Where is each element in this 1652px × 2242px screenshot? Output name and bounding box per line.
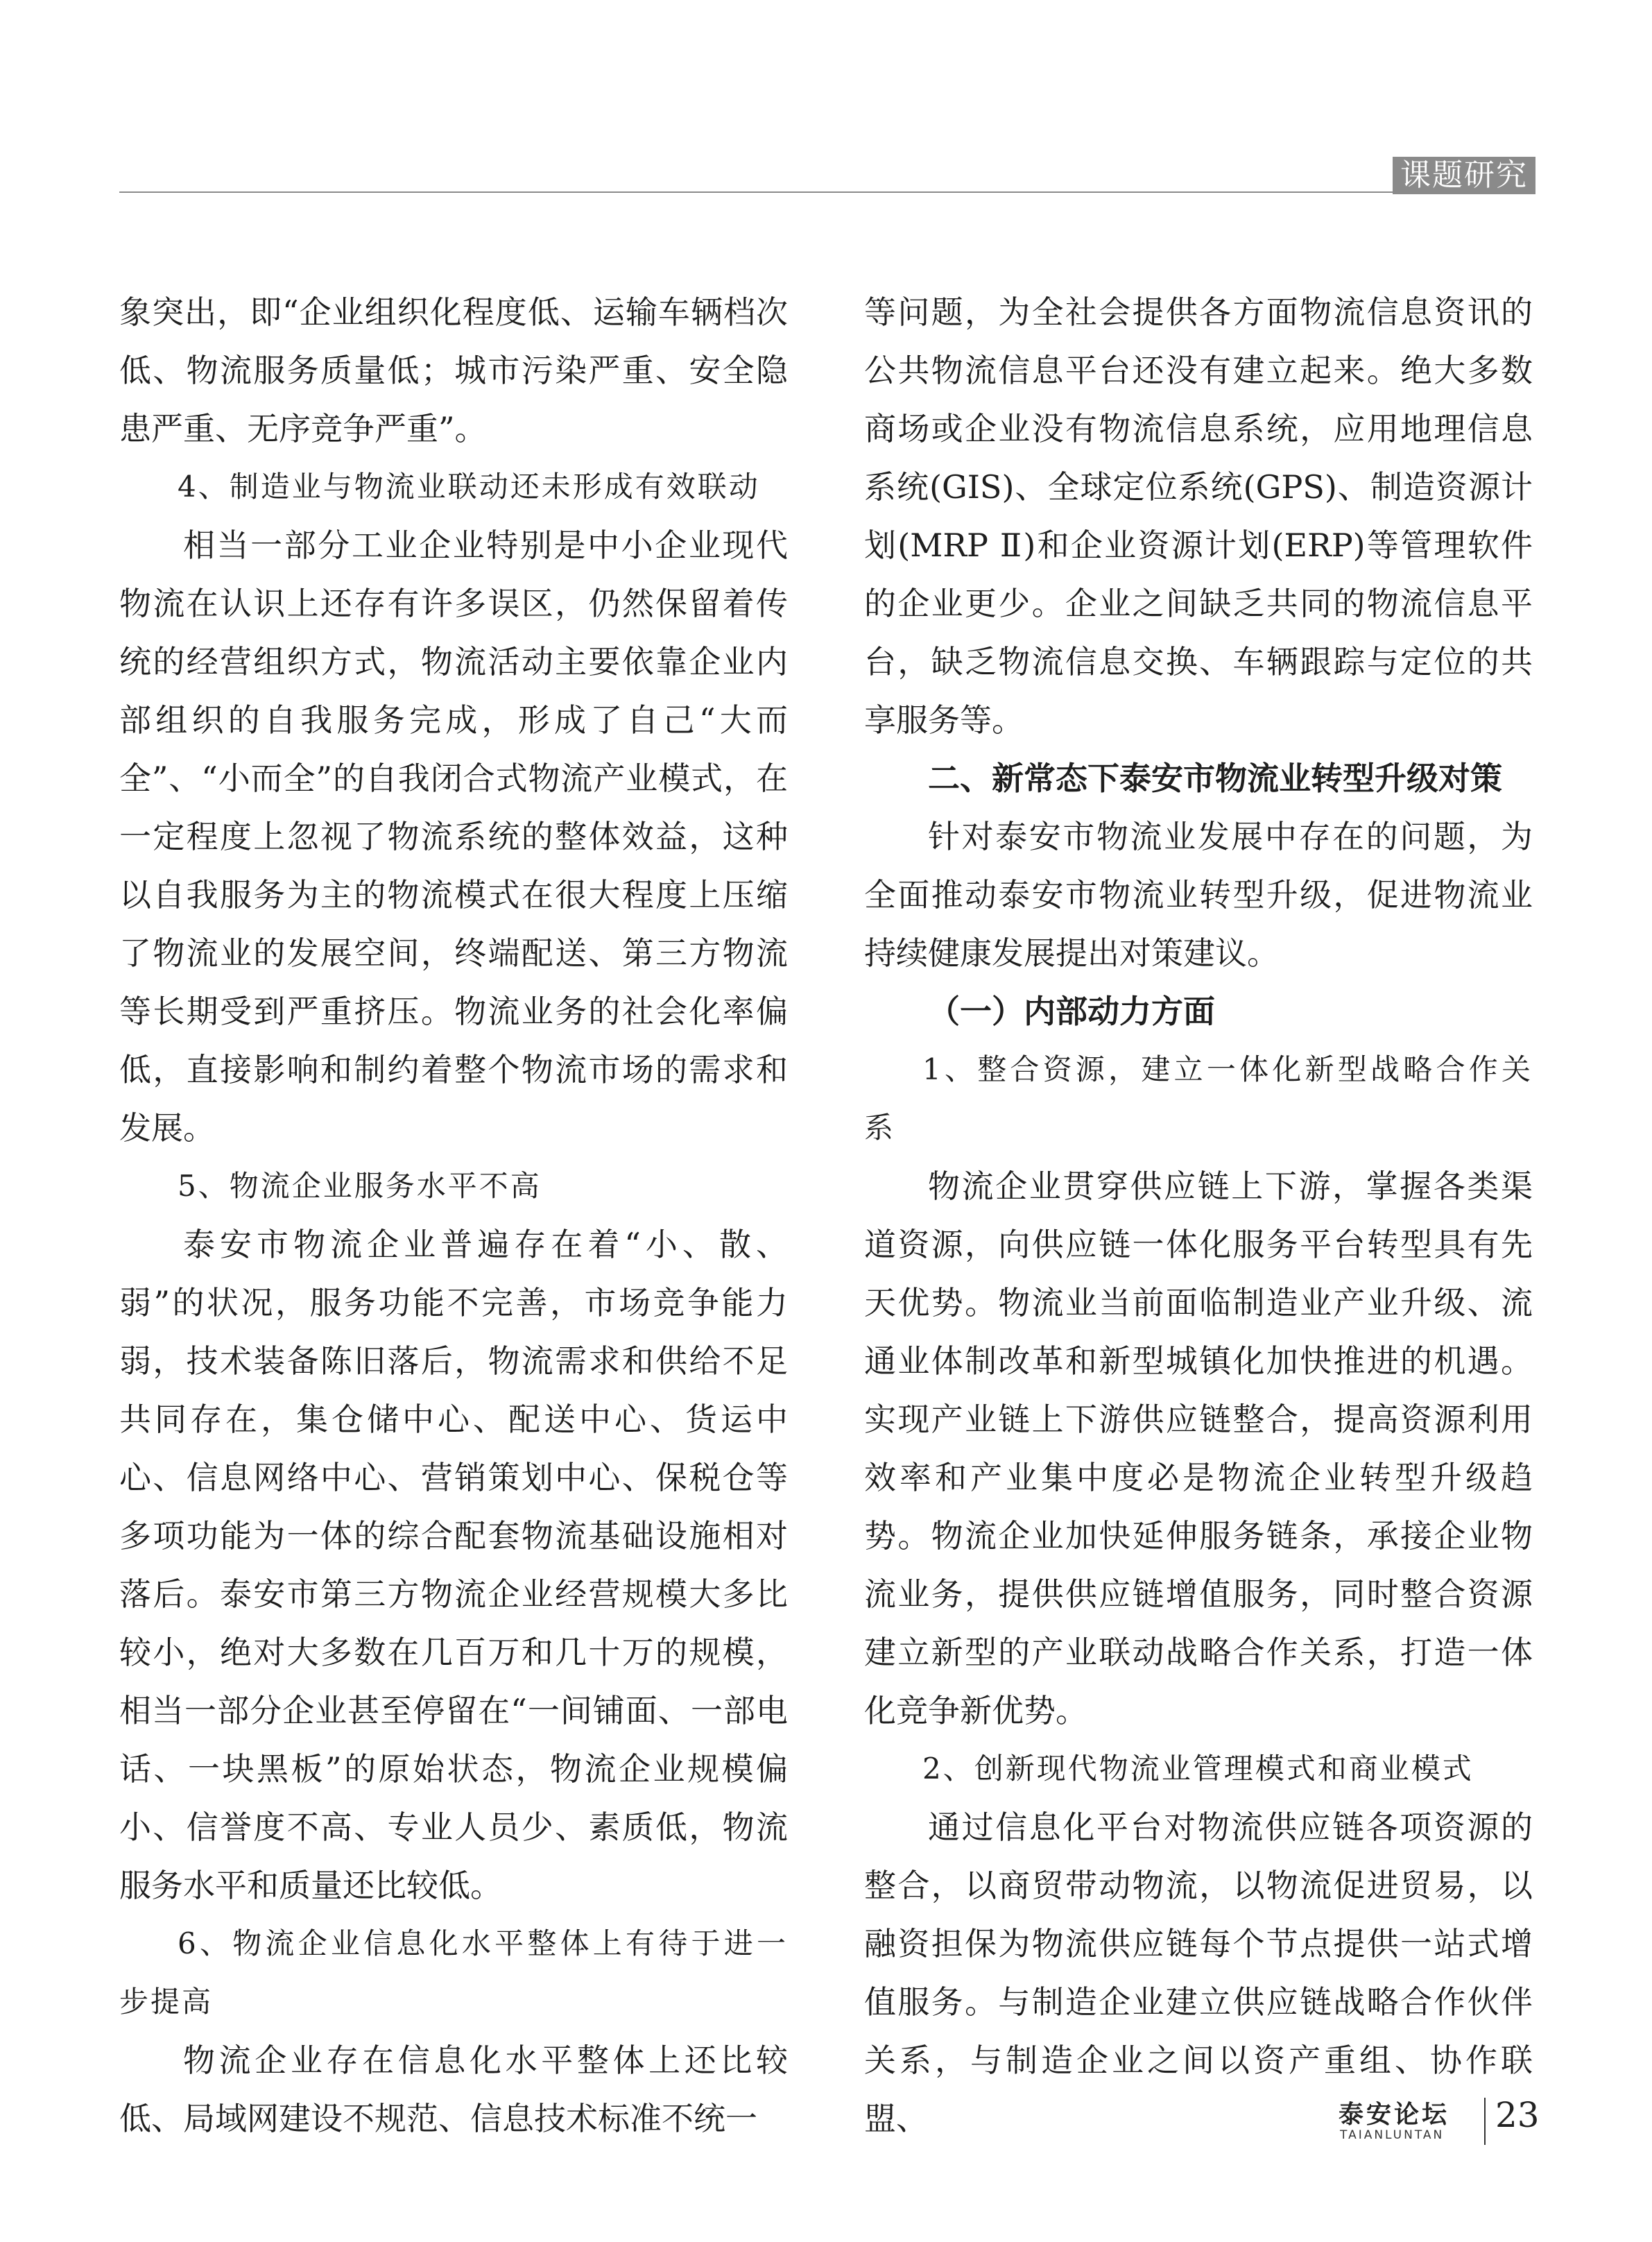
page-number: 23 (1495, 2095, 1540, 2135)
subheading: 2、创新现代物流业管理模式和商业模式 (922, 1752, 1474, 1786)
subsection-heading: （一）内部动力方面 (928, 993, 1215, 1030)
right-column (864, 283, 1533, 2148)
section-tag: 课题研究 (1393, 157, 1535, 194)
header-rule (119, 191, 1393, 193)
footer-divider (1484, 2098, 1486, 2145)
subheading: 5、物流企业服务水平不高 (178, 1169, 542, 1203)
paragraph: 等问题，为全社会提供各方面物流信息资讯的公共物流信息平台还没有建立起来。绝大多数商场或企业没有物流信息系统，应用地理信息系统(GIS)、全球定位系统(GPS)、制造资源计划(MRP Ⅱ)和企业资源计划(ERP)等管理软件的企业更少。企业之间缺乏共同的物流信息平台，缺乏物流信息交换、车辆跟踪与定位的共享服务等。 (864, 293, 1533, 739)
paragraph: 针对泰安市物流业发展中存在的问题，为全面推动泰安市物流业转型升级，促进物流业持续健康发展提出对策建议。 (864, 818, 1533, 972)
journal-name: 泰安论坛 (1339, 2100, 1450, 2129)
section-heading: 二、新常态下泰安市物流业转型升级对策 (928, 760, 1502, 797)
subheading: 6、物流企业信息化水平整体上有待于进一步提高 (119, 1926, 788, 2019)
paragraph: 相当一部分工业企业特别是中小企业现代物流在认识上还存有许多误区，仍然保留着传统的经营组织方式，物流活动主要依靠企业内部组织的自我服务完成，形成了自己“大而全”、“小而全”的自我闭合式物流产业模式，在一定程度上忽视了物流系统的整体效益，这种以自我服务为主的物流模式在很大程度上压缩了物流业的发展空间，终端配送、第三方物流等长期受到严重挤压。物流业务的社会化率偏低，直接影响和制约着整个物流市场的需求和发展。 (119, 527, 788, 1147)
paragraph: 象突出，即“企业组织化程度低、运输车辆档次低、物流服务质量低；城市污染严重、安全隐患严重、无序竞争严重”。 (119, 293, 788, 447)
journal-pinyin: TAIANLUNTAN (1340, 2128, 1445, 2142)
paragraph: 泰安市物流企业普遍存在着“小、散、弱”的状况，服务功能不完善，市场竞争能力弱，技术装备陈旧落后，物流需求和供给不足共同存在，集仓储中心、配送中心、货运中心、信息网络中心、营销策划中心、保税仓等多项功能为一体的综合配套物流基础设施相对落后。泰安市第三方物流企业经营规模大多比较小，绝对大多数在几百万和几十万的规模，相当一部分企业甚至停留在“一间铺面、一部电话、一块黑板”的原始状态，物流企业规模偏小、信誉度不高、专业人员少、素质低，物流服务水平和质量还比较低。 (119, 1226, 788, 1904)
page-footer (1339, 2095, 1547, 2150)
paragraph: 通过信息化平台对物流供应链各项资源的整合，以商贸带动物流，以物流促进贸易，以融资担保为物流供应链每个节点提供一站式增值服务。与制造企业建立供应链战略合作伙伴关系，与制造企业之间以资产重组、协作联盟、 (864, 1808, 1533, 2137)
subheading: 4、制造业与物流业联动还未形成有效联动 (178, 470, 760, 504)
paragraph: 物流企业存在信息化水平整体上还比较低、局域网建设不规范、信息技术标准不统一 (119, 2042, 788, 2137)
subheading: 1、整合资源，建立一体化新型战略合作关系 (864, 1052, 1533, 1145)
left-column (119, 283, 788, 2148)
paragraph: 物流企业贯穿供应链上下游，掌握各类渠道资源，向供应链一体化服务平台转型具有先天优势。物流业当前面临制造业产业升级、流通业体制改革和新型城镇化加快推进的机遇。实现产业链上下游供应链整合，提高资源利用效率和产业集中度必是物流企业转型升级趋势。物流企业加快延伸服务链条，承接企业物流业务，提供供应链增值服务，同时整合资源建立新型的产业联动战略合作关系，打造一体化竞争新优势。 (864, 1167, 1533, 1729)
